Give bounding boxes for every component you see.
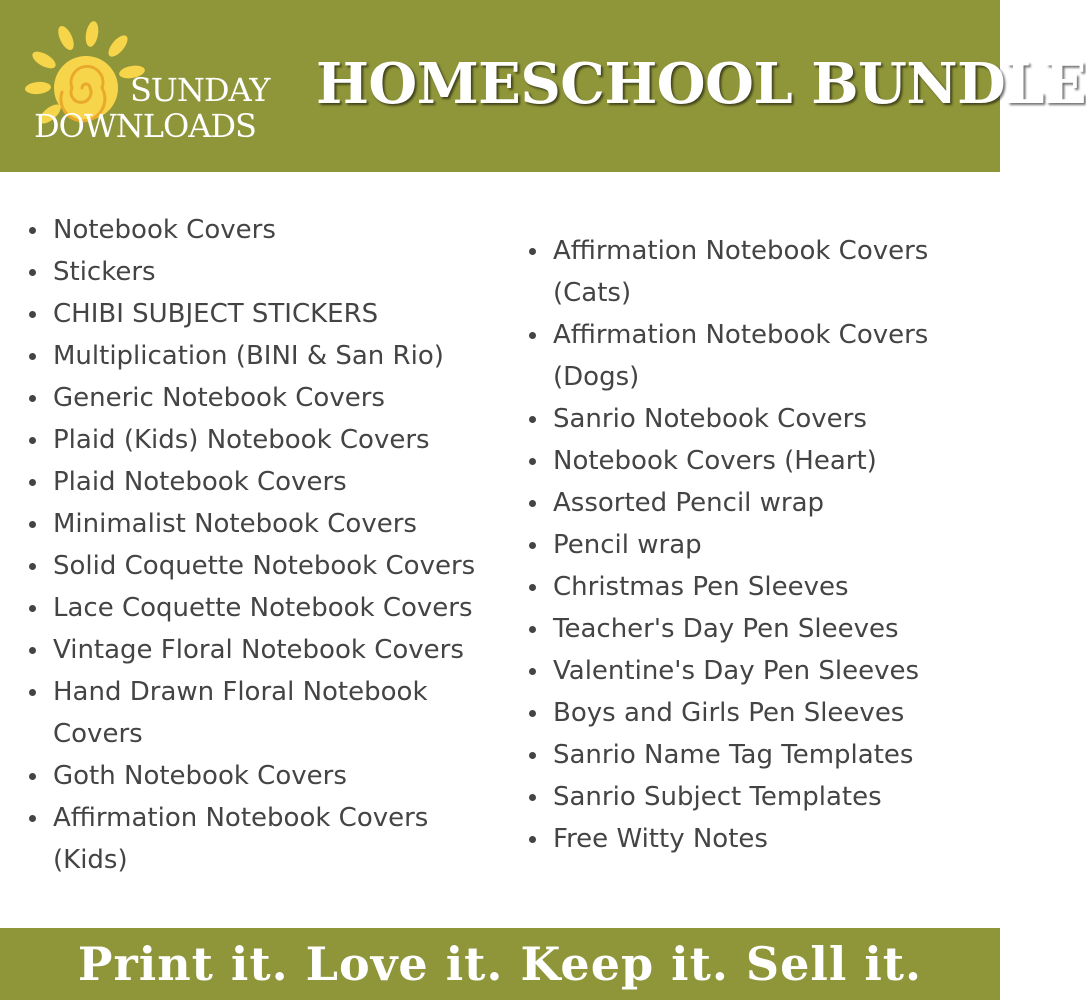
list-item: Affirmation Notebook Covers (Cats)	[526, 230, 986, 314]
list-item: Plaid (Kids) Notebook Covers	[26, 419, 506, 461]
list-item: Minimalist Notebook Covers	[26, 503, 506, 545]
list-item: Christmas Pen Sleeves	[526, 566, 986, 608]
header-banner	[0, 0, 1086, 172]
tagline: Print it. Love it. Keep it. Sell it.	[77, 937, 923, 991]
list-item: Notebook Covers	[26, 209, 506, 251]
list-item: Stickers	[26, 251, 506, 293]
list-item: Sanrio Subject Templates	[526, 776, 986, 818]
list-item: Generic Notebook Covers	[26, 377, 506, 419]
list-item: Solid Coquette Notebook Covers	[26, 545, 506, 587]
list-item: Sanrio Name Tag Templates	[526, 734, 986, 776]
list-item: Pencil wrap	[526, 524, 986, 566]
list-item: Free Witty Notes	[526, 818, 986, 860]
page-title: HOMESCHOOL BUNDLE	[316, 51, 1086, 117]
list-item: Multiplication (BINI & San Rio)	[26, 335, 506, 377]
list-item: Valentine's Day Pen Sleeves	[526, 650, 986, 692]
list-item: CHIBI SUBJECT STICKERS	[26, 293, 506, 335]
list-item: Affirmation Notebook Covers (Kids)	[26, 797, 506, 881]
list-item: Boys and Girls Pen Sleeves	[526, 692, 986, 734]
brand-logo	[20, 22, 290, 152]
bundle-list-right	[526, 230, 986, 860]
list-item: Vintage Floral Notebook Covers	[26, 629, 506, 671]
bundle-contents	[0, 172, 1000, 928]
list-item: Notebook Covers (Heart)	[526, 440, 986, 482]
brand-name-line1: SUNDAY	[130, 71, 270, 109]
list-item: Affirmation Notebook Covers (Dogs)	[526, 314, 986, 398]
bundle-list-left	[26, 209, 506, 881]
list-item: Teacher's Day Pen Sleeves	[526, 608, 986, 650]
brand-name-line2: DOWNLOADS	[34, 107, 256, 145]
list-item: Goth Notebook Covers	[26, 755, 506, 797]
list-item: Hand Drawn Floral Notebook Covers	[26, 671, 506, 755]
list-item: Lace Coquette Notebook Covers	[26, 587, 506, 629]
footer-banner	[0, 928, 1000, 1000]
list-item: Plaid Notebook Covers	[26, 461, 506, 503]
list-item: Sanrio Notebook Covers	[526, 398, 986, 440]
list-item: Assorted Pencil wrap	[526, 482, 986, 524]
